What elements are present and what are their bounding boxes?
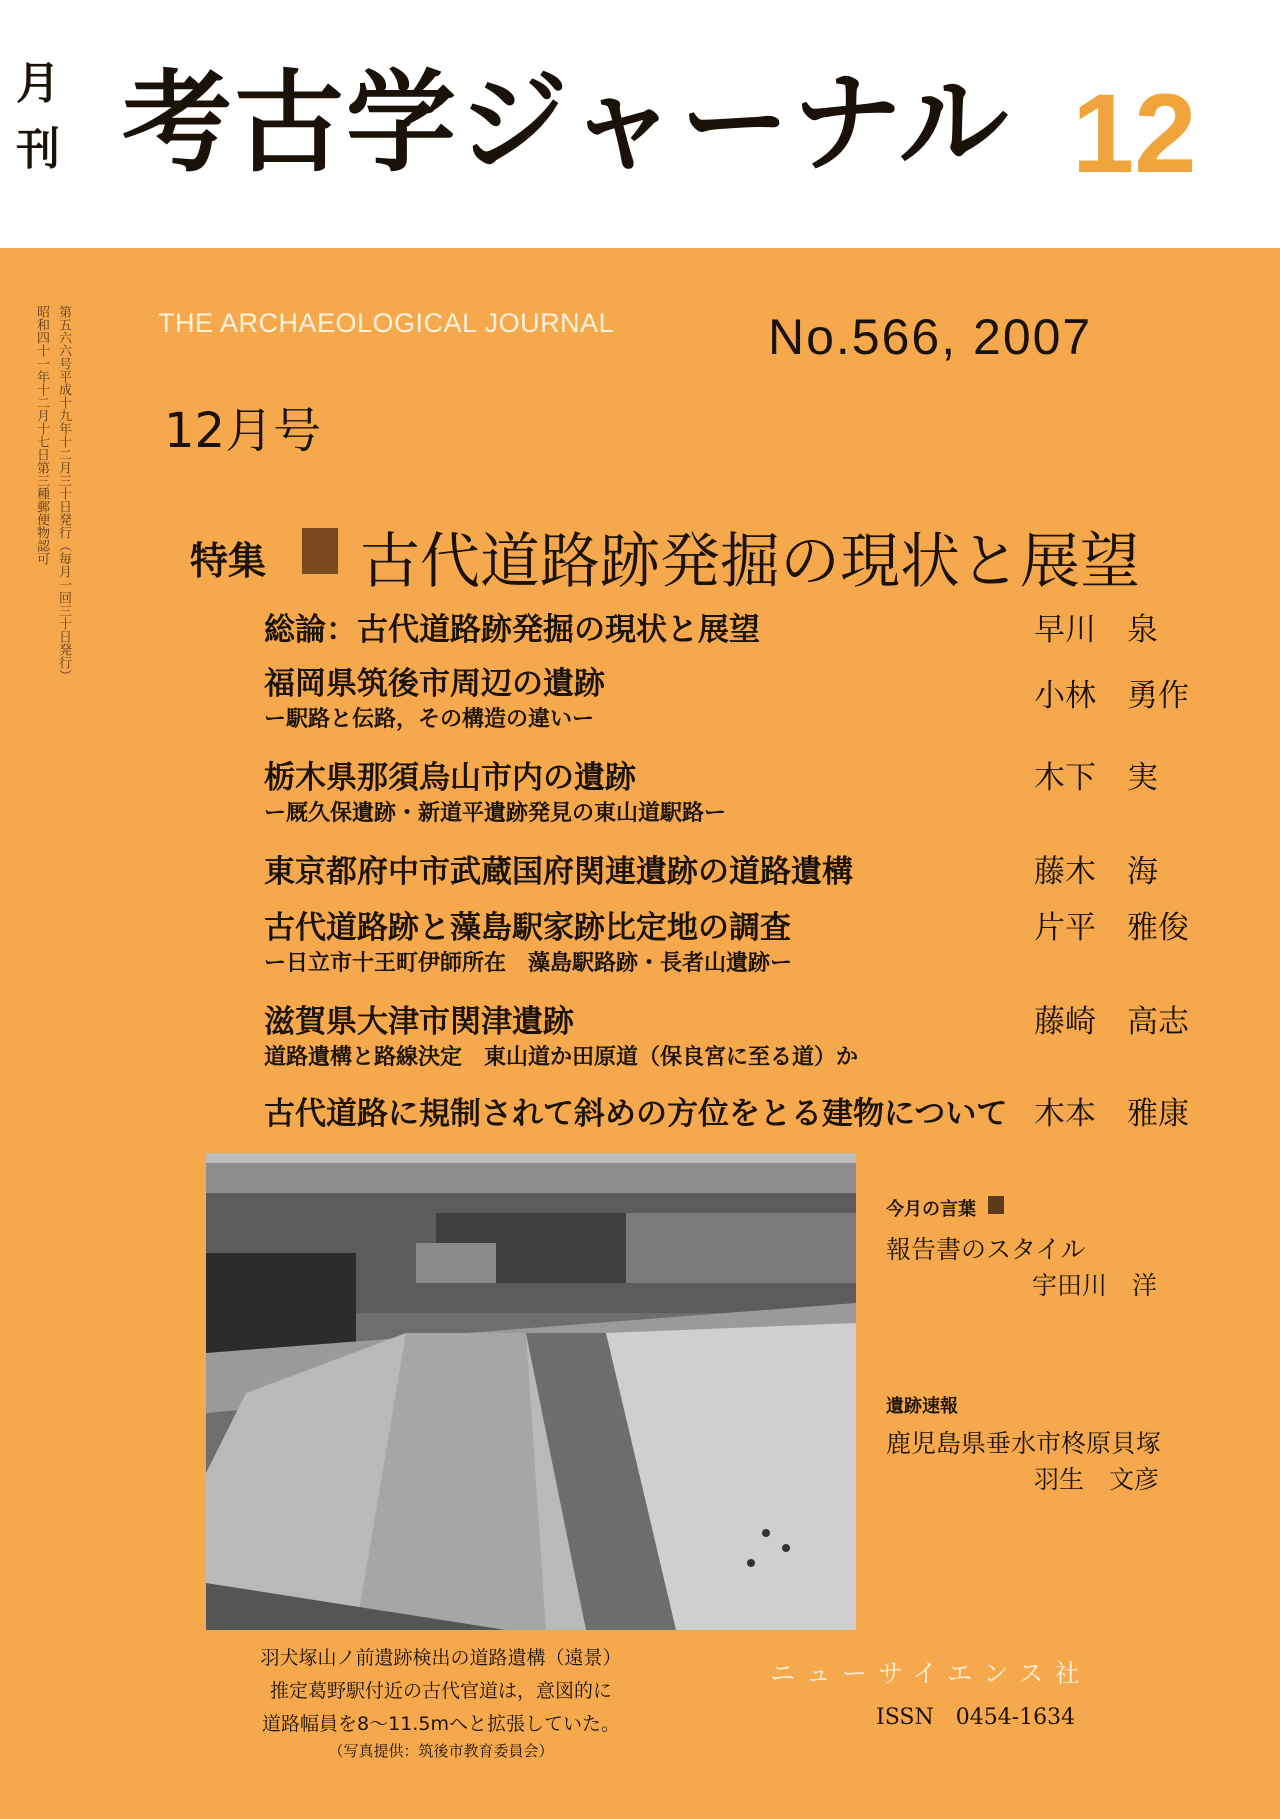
toc-item-subtitle: 道路遺構と路線決定 東山道か田原道（保良宮に至る道）か: [264, 1045, 859, 1070]
toc-item-author: 片平 雅俊: [1034, 910, 1189, 946]
toc-item-title: 古代道路跡と藻島駅家跡比定地の調査: [264, 910, 791, 946]
feature-label: 特集: [190, 539, 267, 583]
toc-item-author: 木下 実: [1034, 760, 1158, 796]
caption-line-1: 羽犬塚山ノ前遺跡検出の道路遺構（遠景）: [260, 1647, 622, 1669]
site-news-author: 羽生 文彦: [1034, 1465, 1160, 1494]
toc-item-author: 早川 泉: [1034, 612, 1158, 648]
caption-credit: （写真提供：筑後市教育委員会）: [328, 1742, 554, 1760]
toc-item-title: 総論：古代道路跡発掘の現状と展望: [264, 612, 760, 648]
site-news-title: 鹿児島県垂水市柊原貝塚: [886, 1429, 1162, 1458]
excavation-photo-drawing: [206, 1153, 856, 1630]
words-square-mark: [988, 1196, 1004, 1214]
words-of-month-author: 宇田川 洋: [1032, 1271, 1158, 1300]
toc-item-author: 藤崎 高志: [1034, 1004, 1189, 1040]
toc-item-title: 滋賀県大津市関津遺跡: [264, 1004, 574, 1040]
monthly-label-top: 月: [16, 58, 60, 109]
photo-caption: [206, 1643, 676, 1761]
issue-number-large: 12: [1072, 71, 1197, 196]
toc-item-author: 小林 勇作: [1034, 678, 1189, 714]
magazine-title: 考古学ジャーナル: [122, 59, 1011, 187]
issue-month: 12月号: [164, 403, 322, 459]
toc-item-title: 栃木県那須烏山市内の遺跡: [264, 760, 636, 796]
toc-item-title: 東京都府中市武蔵国府関連遺跡の道路遺構: [264, 854, 853, 890]
excavation-photo: [206, 1153, 856, 1630]
toc-item-title: 古代道路に規制されて斜めの方位をとる建物について: [264, 1096, 1008, 1132]
toc-item-author: 木本 雅康: [1034, 1096, 1189, 1132]
feature-title: 古代道路跡発掘の現状と展望: [360, 527, 1140, 597]
issn: ISSN 0454-1634: [876, 1705, 1076, 1730]
english-title: THE ARCHAEOLOGICAL JOURNAL: [158, 308, 615, 338]
spine-line-2: 昭和四十一年十二月十七日第三種郵便物認可: [34, 305, 49, 565]
toc-item-subtitle: ー厩久保遺跡・新道平遺跡発見の東山道駅路ー: [264, 801, 727, 826]
toc-item-subtitle: ー駅路と伝路，その構造の違いー: [264, 707, 595, 732]
caption-line-2: 推定葛野駅付近の古代官道は，意図的に: [269, 1680, 612, 1702]
toc-item-author: 藤木 海: [1034, 854, 1158, 890]
site-news-label: 遺跡速報: [886, 1396, 958, 1417]
caption-line-3: 道路幅員を8～11.5mへと拡張していた。: [262, 1713, 620, 1735]
toc-item-title: 福岡県筑後市周辺の遺跡: [264, 666, 605, 702]
spine-postal-text: [28, 305, 72, 825]
monthly-label-bottom: 刊: [16, 124, 60, 175]
issue-number: No.566, 2007: [768, 309, 1093, 365]
publisher-name: ニューサイエンス社: [770, 1659, 1091, 1688]
spine-line-1: 第五六六号平成十九年十二月三十日発行（毎月一回三十日発行）: [56, 305, 71, 682]
words-of-month-title: 報告書のスタイル: [886, 1235, 1086, 1264]
feature-square-mark: [302, 528, 338, 574]
toc-item-subtitle: ー日立市十王町伊師所在 藻島駅路跡・長者山遺跡ー: [264, 951, 793, 976]
words-of-month-label: 今月の言葉: [886, 1199, 976, 1220]
